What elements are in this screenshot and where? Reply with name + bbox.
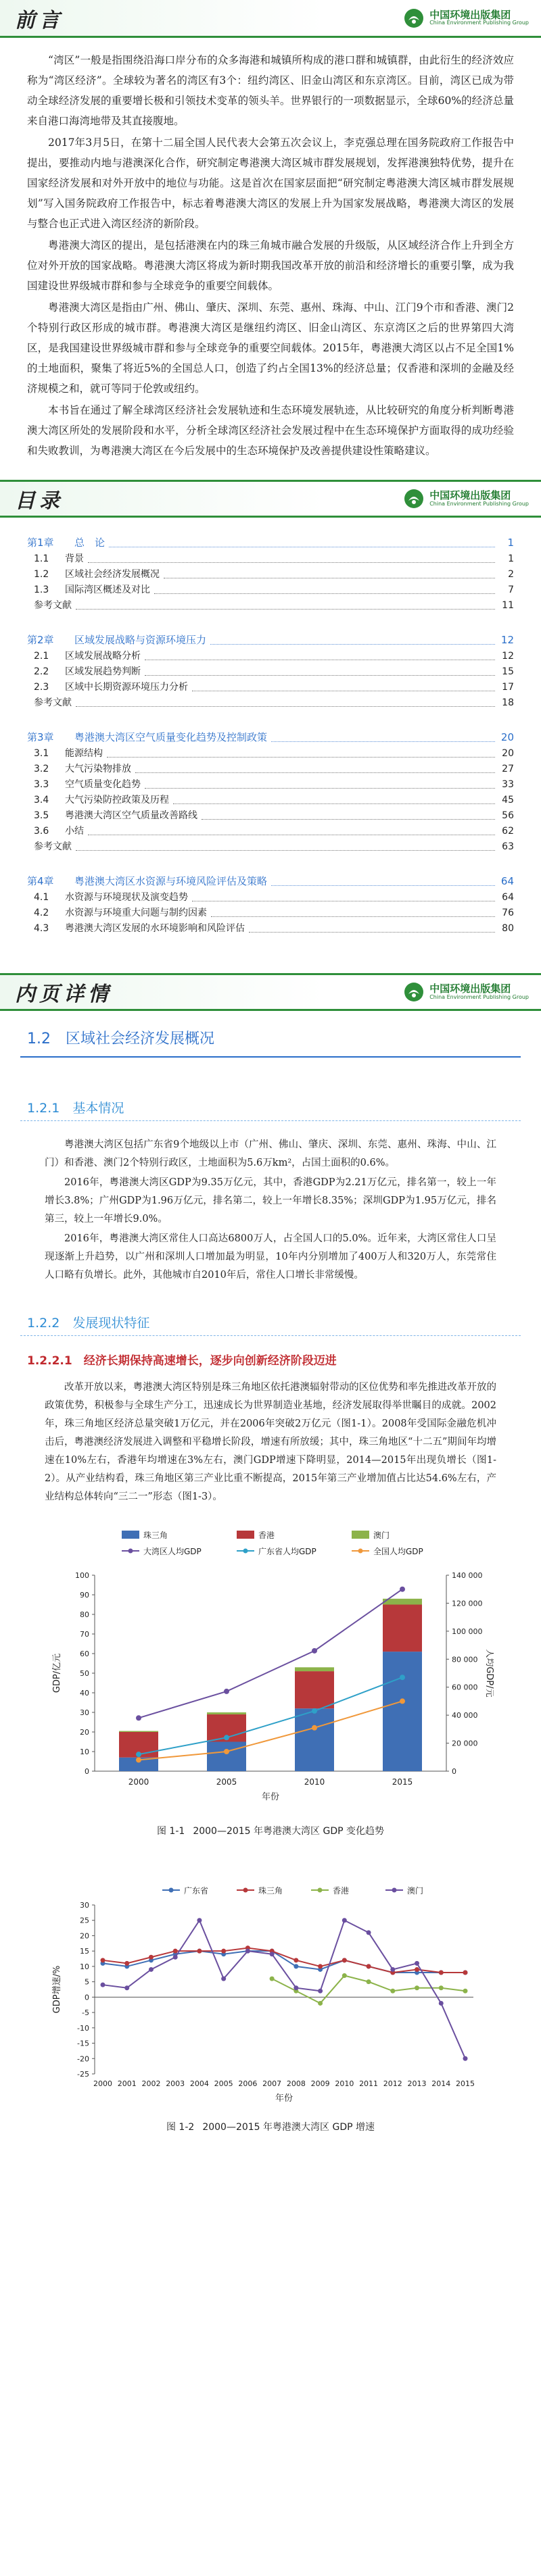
toc-section-link[interactable] bbox=[27, 824, 514, 839]
y2-tick-label: 120 000 bbox=[452, 1599, 483, 1608]
toc-section-number: 3.2 bbox=[34, 764, 49, 774]
foreword-paragraph: 2017年3月5日，在第十二届全国人民代表大会第五次会议上，李克强总理在国务院政府工作报告中提出，要推动内地与港澳深化合作，研究制定粤港澳大湾区城市群发展规划，发挥港澳独特优势，提升在国家经济发展和对外开放中的地位与功能。这是首次在国家层面把“研究制定粤港澳大湾区城市群发展规划”写入国务院政府工作报告中，标志着粤港澳大湾区的发展上升为国家发展战略，粤港澳大湾区的发展与整合也正式进入湾区经济的新阶段。 bbox=[27, 137, 514, 230]
toc-section-title: 粤港澳大湾区发展的水环境影响和风险评估 bbox=[65, 923, 245, 934]
x-tick-label: 2010 bbox=[335, 2079, 354, 2088]
legend-marker bbox=[358, 1549, 363, 1554]
bar bbox=[295, 1708, 334, 1771]
y-tick-label: 40 bbox=[80, 1689, 89, 1698]
section-heading-1-2: 1.2 区域社会经济发展概况 bbox=[20, 1018, 521, 1058]
data-point bbox=[136, 1715, 141, 1720]
toc-section-title: 大气污染防控政策及历程 bbox=[65, 795, 169, 806]
toc-section-link[interactable] bbox=[27, 583, 514, 598]
toc-chapter-link[interactable] bbox=[27, 631, 514, 649]
data-point bbox=[136, 1757, 141, 1762]
legend-label: 香港 bbox=[258, 1531, 275, 1540]
legend-marker bbox=[392, 1888, 397, 1893]
toc-page-number: 64 bbox=[502, 892, 514, 903]
y-tick-label: -10 bbox=[77, 2023, 89, 2033]
toc-leader-dots bbox=[271, 741, 495, 742]
toc-leader-dots bbox=[135, 772, 495, 773]
legend-marker bbox=[128, 1549, 133, 1554]
gdp-growth-chart bbox=[47, 1878, 494, 2108]
toc-leader-dots bbox=[76, 850, 495, 851]
toc-page-number: 1 bbox=[508, 553, 514, 564]
toc-page-number: 63 bbox=[502, 841, 514, 852]
series-line bbox=[103, 1951, 465, 1973]
foreword-paragraph: 本书旨在通过了解全球湾区经济社会发展轨迹和生态环境发展轨迹，从比较研究的角度分析判断粤港澳大湾区所处的发展阶段和水平，分析全球湾区经济社会发展过程中在生态环境保护方面取得的成功经验和失败教训，为粤港澳大湾区在今后发展中的生态环境保护及改善提供建设性策略建议。 bbox=[27, 404, 514, 457]
legend-marker bbox=[243, 1888, 248, 1893]
toc-page-number: 2 bbox=[508, 569, 514, 580]
toc-leader-dots bbox=[249, 932, 495, 933]
y-tick-label: 0 bbox=[85, 1767, 89, 1776]
series-line bbox=[139, 1677, 402, 1754]
toc-section-title: 参考文献 bbox=[34, 600, 72, 611]
x-tick-label: 2013 bbox=[407, 2079, 427, 2088]
toc-section-link[interactable] bbox=[27, 793, 514, 808]
toc-chapter-number: 第2章 bbox=[27, 634, 54, 646]
publisher-name-cn: 中国环境出版集团 bbox=[429, 489, 511, 502]
toc-section-title: 参考文献 bbox=[34, 841, 72, 852]
y-axis-label: GDP/亿元 bbox=[52, 1653, 62, 1693]
toc-leader-dots bbox=[271, 885, 495, 886]
legend-label: 珠三角 bbox=[258, 1886, 283, 1896]
x-tick-label: 2005 bbox=[216, 1777, 237, 1787]
publisher-name-cn: 中国环境出版集团 bbox=[429, 983, 511, 995]
y-tick-label: -20 bbox=[77, 2054, 89, 2064]
toc-chapter-link[interactable] bbox=[27, 728, 514, 746]
data-point bbox=[400, 1587, 405, 1592]
toc-section-link[interactable] bbox=[27, 906, 514, 921]
body-paragraph: 粤港澳大湾区包括广东省9个地级以上市（广州、佛山、肇庆、深圳、东莞、惠州、珠海、中山、江门）和香港、澳门2个特别行政区，土地面积为5.6万km²，占国土面积的0.6%。 bbox=[45, 1139, 496, 1168]
content-page bbox=[0, 1011, 541, 2181]
x-tick-label: 2012 bbox=[383, 2079, 402, 2088]
y2-tick-label: 40 000 bbox=[452, 1711, 478, 1720]
toc-page-number: 80 bbox=[502, 923, 514, 934]
x-tick-label: 2011 bbox=[359, 2079, 379, 2088]
toc-section-number: 1.2 bbox=[34, 569, 49, 580]
y2-tick-label: 100 000 bbox=[452, 1627, 483, 1636]
toc-page-number: 27 bbox=[502, 764, 514, 774]
basic-info-text bbox=[20, 1136, 521, 1285]
toc-references-link[interactable] bbox=[27, 839, 514, 855]
y-tick-label: 20 bbox=[80, 1728, 89, 1737]
x-tick-label: 2010 bbox=[304, 1777, 325, 1787]
toc-page-number: 62 bbox=[502, 826, 514, 837]
toc-leader-dots bbox=[145, 788, 495, 789]
y2-tick-label: 140 000 bbox=[452, 1571, 483, 1580]
bar bbox=[207, 1712, 246, 1714]
toc-page-number: 56 bbox=[502, 810, 514, 821]
y-tick-label: 20 bbox=[80, 1931, 89, 1941]
data-point bbox=[224, 1689, 229, 1694]
toc-section-number: 4.3 bbox=[34, 923, 49, 934]
toc-leader-dots bbox=[211, 916, 495, 917]
data-point bbox=[136, 1752, 141, 1757]
toc-page-number: 76 bbox=[502, 908, 514, 918]
y-tick-label: 30 bbox=[80, 1708, 89, 1717]
detail-header-bar bbox=[0, 973, 541, 1011]
toc-page-number: 20 bbox=[500, 731, 514, 743]
toc-section-link[interactable] bbox=[27, 921, 514, 937]
x-tick-label: 2015 bbox=[392, 1777, 413, 1787]
toc-section-number: 2.3 bbox=[34, 682, 49, 693]
toc-header-bar bbox=[0, 480, 541, 518]
legend-label: 广东省人均GDP bbox=[258, 1547, 316, 1556]
toc-section-number: 3.3 bbox=[34, 779, 49, 790]
y-tick-label: 10 bbox=[80, 1748, 89, 1756]
toc-leader-dots bbox=[154, 593, 495, 594]
toc-section-title: 小结 bbox=[65, 826, 84, 837]
toc-chapter bbox=[27, 728, 514, 855]
toc-section-title: 区域社会经济发展概况 bbox=[65, 569, 160, 580]
data-point bbox=[400, 1675, 405, 1680]
bar bbox=[295, 1667, 334, 1671]
toc-page-number: 20 bbox=[502, 748, 514, 759]
toc-leader-dots bbox=[76, 609, 495, 610]
legend-swatch bbox=[237, 1531, 254, 1539]
toc-page-number: 1 bbox=[507, 537, 514, 549]
toc-section-title: 背景 bbox=[65, 553, 84, 564]
legend-label: 香港 bbox=[333, 1886, 350, 1896]
toc-section-title: 粤港澳大湾区空气质量改善路线 bbox=[65, 810, 197, 821]
data-point bbox=[400, 1698, 405, 1704]
legend-label: 澳门 bbox=[373, 1531, 390, 1540]
y-tick-label: 15 bbox=[80, 1947, 89, 1956]
toc-title: 目录 bbox=[15, 489, 64, 513]
legend-marker bbox=[169, 1888, 174, 1893]
toc-section-title: 能源结构 bbox=[65, 748, 103, 759]
toc-section-title: 国际湾区概述及对比 bbox=[65, 585, 150, 595]
toc-chapter-link[interactable] bbox=[27, 534, 514, 551]
publisher-brand bbox=[404, 489, 529, 509]
bar bbox=[119, 1731, 158, 1732]
publisher-name-en: China Environment Publishing Group bbox=[429, 20, 529, 26]
y-tick-label: 10 bbox=[80, 1962, 89, 1971]
toc-section-link[interactable] bbox=[27, 890, 514, 906]
toc-section-link[interactable] bbox=[27, 567, 514, 583]
publisher-name-cn: 中国环境出版集团 bbox=[429, 8, 511, 21]
toc-section-link[interactable] bbox=[27, 551, 514, 567]
bar bbox=[207, 1742, 246, 1772]
toc-leader-dots bbox=[210, 644, 495, 645]
detail-title: 内页详情 bbox=[15, 983, 112, 1006]
toc-section-number: 3.5 bbox=[34, 810, 49, 821]
toc-chapter-title: 区域发展战略与资源环境压力 bbox=[74, 634, 207, 646]
toc-section-title: 空气质量变化趋势 bbox=[65, 779, 141, 790]
toc-leader-dots bbox=[173, 803, 495, 804]
toc-section-number: 2.2 bbox=[34, 666, 49, 677]
toc-references-link[interactable] bbox=[27, 695, 514, 711]
toc-section-number: 1.1 bbox=[34, 553, 49, 564]
toc-section-link[interactable] bbox=[27, 664, 514, 680]
foreword-paragraph: 粤港澳大湾区是指由广州、佛山、肇庆、深圳、东莞、惠州、珠海、中山、江门9个市和香港、澳门2个特别行政区形成的城市群。粤港澳大湾区是继纽约湾区、旧金山湾区、东京湾区之后的世界第四大湾区，是我国建设世界级城市群和参与全球竞争的重要空间载体。2015年，粤港澳大湾区以占不足全国1%的土地面积，聚集了将近5%的全国总人口，创造了约占全国13%的经济总量；仅香港和深圳的金融及经济规模之和，就可等同于伦敦或纽约。 bbox=[27, 301, 514, 395]
toc-leader-dots bbox=[88, 562, 495, 563]
body-paragraph: 2016年，粤港澳大湾区GDP为9.35万亿元，其中，香港GDP为2.21万亿元，排名第一，较上一年增长3.8%；广州GDP为1.96万亿元，排名第二，较上一年增长8.35%；深圳GDP为1.95万亿元，排名第三，较上一年增长9.0%。 bbox=[45, 1177, 496, 1224]
bar bbox=[383, 1652, 422, 1771]
x-tick-label: 2007 bbox=[262, 2079, 282, 2088]
x-tick-label: 2003 bbox=[166, 2079, 185, 2088]
section-heading-1-2-2-1: 1.2.2.1 经济长期保持高速增长，逐步向创新经济阶段迈进 bbox=[27, 1354, 337, 1368]
toc-page-number: 17 bbox=[502, 682, 514, 693]
bar bbox=[383, 1605, 422, 1652]
toc-section-number: 3.4 bbox=[34, 795, 49, 806]
data-point bbox=[224, 1749, 229, 1754]
toc-page-number: 12 bbox=[502, 651, 514, 662]
y2-tick-label: 60 000 bbox=[452, 1683, 478, 1692]
legend-swatch bbox=[122, 1531, 139, 1539]
toc-page-number: 18 bbox=[502, 697, 514, 708]
y2-tick-label: 0 bbox=[452, 1767, 456, 1776]
toc-section-title: 区域发展趋势判断 bbox=[65, 666, 141, 677]
toc-chapter bbox=[27, 631, 514, 711]
toc-chapter-link[interactable] bbox=[27, 872, 514, 890]
foreword-section bbox=[0, 0, 541, 480]
toc-chapter-number: 第3章 bbox=[27, 731, 54, 743]
toc-section-link[interactable] bbox=[27, 808, 514, 824]
toc-page-number: 15 bbox=[502, 666, 514, 677]
series-line bbox=[103, 1921, 465, 2059]
toc-section-title: 参考文献 bbox=[34, 697, 72, 708]
toc-page-number: 7 bbox=[508, 585, 514, 595]
legend-marker bbox=[318, 1888, 323, 1893]
series-line bbox=[139, 1589, 402, 1718]
x-tick-label: 2014 bbox=[431, 2079, 451, 2088]
y-tick-label: -25 bbox=[77, 2070, 89, 2079]
table-of-contents bbox=[0, 518, 541, 973]
toc-section-link[interactable] bbox=[27, 762, 514, 777]
gdp-trend-chart bbox=[47, 1521, 494, 1812]
x-tick-label: 2009 bbox=[310, 2079, 330, 2088]
toc-page-number: 45 bbox=[502, 795, 514, 806]
foreword-header-bar bbox=[0, 0, 541, 38]
data-point bbox=[224, 1735, 229, 1740]
toc-references-link[interactable] bbox=[27, 598, 514, 614]
x-tick-label: 2002 bbox=[141, 2079, 161, 2088]
toc-leader-dots bbox=[145, 675, 495, 676]
toc-chapter-title: 粤港澳大湾区水资源与环境风险评估及策略 bbox=[74, 875, 268, 887]
toc-section-title: 水资源与环境重大问题与制约因素 bbox=[65, 908, 207, 918]
toc-chapter-number: 第1章 bbox=[27, 537, 54, 549]
x-tick-label: 2008 bbox=[286, 2079, 306, 2088]
toc-section-number: 1.3 bbox=[34, 585, 49, 595]
y-axis-label: GDP增速/% bbox=[52, 1965, 62, 2014]
legend-label: 大湾区人均GDP bbox=[143, 1547, 202, 1556]
y-tick-label: 100 bbox=[75, 1571, 89, 1580]
y-tick-label: 60 bbox=[80, 1650, 89, 1658]
publisher-brand bbox=[404, 982, 529, 1002]
toc-chapter bbox=[27, 534, 514, 614]
toc-section-number: 2.1 bbox=[34, 651, 49, 662]
legend-label: 珠三角 bbox=[143, 1531, 168, 1540]
toc-section-link[interactable] bbox=[27, 649, 514, 664]
toc-leader-dots bbox=[76, 706, 495, 707]
foreword-body bbox=[0, 38, 541, 480]
publisher-logo-icon bbox=[404, 982, 424, 1002]
figure-1-1 bbox=[20, 1508, 521, 1864]
section-heading-1-2-1: 1.2.1 基本情况 bbox=[20, 1098, 521, 1121]
toc-page-number: 64 bbox=[500, 875, 514, 887]
x-axis-label: 年份 bbox=[261, 1792, 280, 1802]
y-tick-label: 50 bbox=[80, 1669, 89, 1678]
toc-page-number: 33 bbox=[502, 779, 514, 790]
publisher-logo-icon bbox=[404, 489, 424, 509]
legend-marker bbox=[243, 1549, 248, 1554]
y-tick-label: 5 bbox=[85, 1977, 89, 1987]
x-tick-label: 2000 bbox=[93, 2079, 112, 2088]
toc-chapter bbox=[27, 872, 514, 937]
y-tick-label: 0 bbox=[85, 1993, 89, 2002]
body-paragraph: 2016年，粤港澳大湾区常住人口高达6800万人，占全国人口的5.0%。近年来，大湾区常住人口呈现逐渐上升趋势，以广州和深圳人口增加最为明显，10年内分别增加了400万人和320万人，东莞常住人口略有负增长。此外，其他城市自2010年后，常住人口增长非常缓慢。 bbox=[45, 1233, 496, 1281]
foreword-title: 前言 bbox=[15, 8, 64, 32]
series-line bbox=[139, 1701, 402, 1760]
x-axis-label: 年份 bbox=[275, 2094, 293, 2104]
toc-section-number: 4.2 bbox=[34, 908, 49, 918]
toc-section-title: 区域中长期资源环境压力分析 bbox=[65, 682, 188, 693]
x-tick-label: 2006 bbox=[238, 2079, 258, 2088]
figure-1-2-caption: 图 1-2 2000—2015 年粤港澳大湾区 GDP 增速 bbox=[166, 2122, 375, 2133]
y-tick-label: 30 bbox=[80, 1901, 89, 1910]
publisher-brand bbox=[404, 8, 529, 28]
toc-section-title: 水资源与环境现状及演变趋势 bbox=[65, 892, 188, 903]
toc-section-number: 4.1 bbox=[34, 892, 49, 903]
toc-chapter-title: 总 论 bbox=[74, 537, 105, 549]
legend-swatch bbox=[352, 1531, 369, 1539]
toc-section-title: 大气污染物排放 bbox=[65, 764, 131, 774]
toc-section-link[interactable] bbox=[27, 746, 514, 762]
y-tick-label: 70 bbox=[80, 1630, 89, 1639]
toc-chapter-title: 粤港澳大湾区空气质量变化趋势及控制政策 bbox=[74, 731, 268, 743]
y2-axis-label: 人均GDP/元 bbox=[484, 1649, 494, 1698]
toc-page-number: 11 bbox=[502, 600, 514, 611]
y-tick-label: 80 bbox=[80, 1610, 89, 1619]
bar bbox=[295, 1671, 334, 1708]
toc-chapter-number: 第4章 bbox=[27, 875, 54, 887]
toc-section-number: 3.6 bbox=[34, 826, 49, 837]
y2-tick-label: 80 000 bbox=[452, 1655, 478, 1664]
foreword-paragraph: 粤港澳大湾区的提出，是包括港澳在内的珠三角城市融合发展的升级版，从区域经济合作上升到全方位对外开放的国家战略。粤港澳大湾区将成为新时期我国改革开放的前沿和经济增长的重要引擎，成为我国建设世界级城市群和参与全球竞争的重要空间载体。 bbox=[27, 239, 514, 292]
figure-1-1-caption: 图 1-1 2000—2015 年粤港澳大湾区 GDP 变化趋势 bbox=[156, 1826, 384, 1837]
x-tick-label: 2004 bbox=[189, 2079, 209, 2088]
foreword-paragraph: “湾区”一般是指围绕沿海口岸分布的众多海港和城镇所构成的港口群和城镇群，由此衍生的经济效应称为“湾区经济”。全球较为著名的湾区有3个：纽约湾区、旧金山湾区和东京湾区。目前，湾区已成为带动全球经济发展的重要增长极和引领技术变革的领头羊。世界银行的一项数据显示，全球60%的经济总量来自港口海湾地带及其直接腹地。 bbox=[27, 54, 514, 127]
legend-label: 全国人均GDP bbox=[373, 1547, 423, 1556]
toc-section-title: 区域发展战略分析 bbox=[65, 651, 141, 662]
legend-label: 广东省 bbox=[184, 1886, 209, 1896]
y-tick-label: -15 bbox=[77, 2039, 89, 2048]
series-line bbox=[103, 1948, 465, 1973]
x-tick-label: 2001 bbox=[117, 2079, 137, 2088]
x-tick-label: 2015 bbox=[456, 2079, 475, 2088]
growth-text bbox=[20, 1379, 521, 1506]
toc-leader-dots bbox=[107, 757, 495, 758]
x-tick-label: 2005 bbox=[214, 2079, 233, 2088]
toc-section-link[interactable] bbox=[27, 680, 514, 695]
data-point bbox=[312, 1725, 317, 1731]
y2-tick-label: 20 000 bbox=[452, 1739, 478, 1748]
y-tick-label: -5 bbox=[82, 2008, 89, 2018]
x-tick-label: 2000 bbox=[128, 1777, 149, 1787]
legend-label: 澳门 bbox=[407, 1886, 424, 1896]
toc-section-number: 3.1 bbox=[34, 748, 49, 759]
y-tick-label: 90 bbox=[80, 1591, 89, 1600]
body-paragraph: 改革开放以来，粤港澳大湾区特别是珠三角地区依托港澳辐射带动的区位优势和率先推进改革开放的政策优势，积极参与全球生产分工，迅速成长为世界制造业基地，经济发展取得举世瞩目的成就。2002年，珠三角地区经济总量突破1万亿元，并在2006年突破2万亿元（图1-1）。2008年受国际金融危机冲击后，粤港澳经济发展进入调整和平稳增长阶段，增速有所放缓；其中，珠三角地区“十二五”期间年均增速在10%左右，香港年均增速在3%左右，澳门GDP增速下降明显，2014—2015年出现负增长（图1-2）。从产业结构看，珠三角地区第三产业比重不断提高，2015年第三产业增加值占比达54.6%左右，产业结构总体转向“三二一”形态（图1-3）。 bbox=[45, 1382, 496, 1502]
figure-1-2 bbox=[20, 1864, 521, 2160]
toc-leader-dots bbox=[202, 819, 495, 820]
toc-page-number: 12 bbox=[500, 634, 514, 646]
data-point bbox=[312, 1648, 317, 1654]
y-tick-label: 25 bbox=[80, 1916, 89, 1925]
publisher-name-en: China Environment Publishing Group bbox=[429, 500, 529, 507]
section-heading-1-2-2: 1.2.2 发展现状特征 bbox=[20, 1313, 521, 1336]
toc-section-link[interactable] bbox=[27, 777, 514, 793]
data-point bbox=[312, 1708, 317, 1714]
data-point bbox=[270, 1977, 275, 1981]
publisher-name-en: China Environment Publishing Group bbox=[429, 993, 529, 1000]
publisher-logo-icon bbox=[404, 8, 424, 28]
